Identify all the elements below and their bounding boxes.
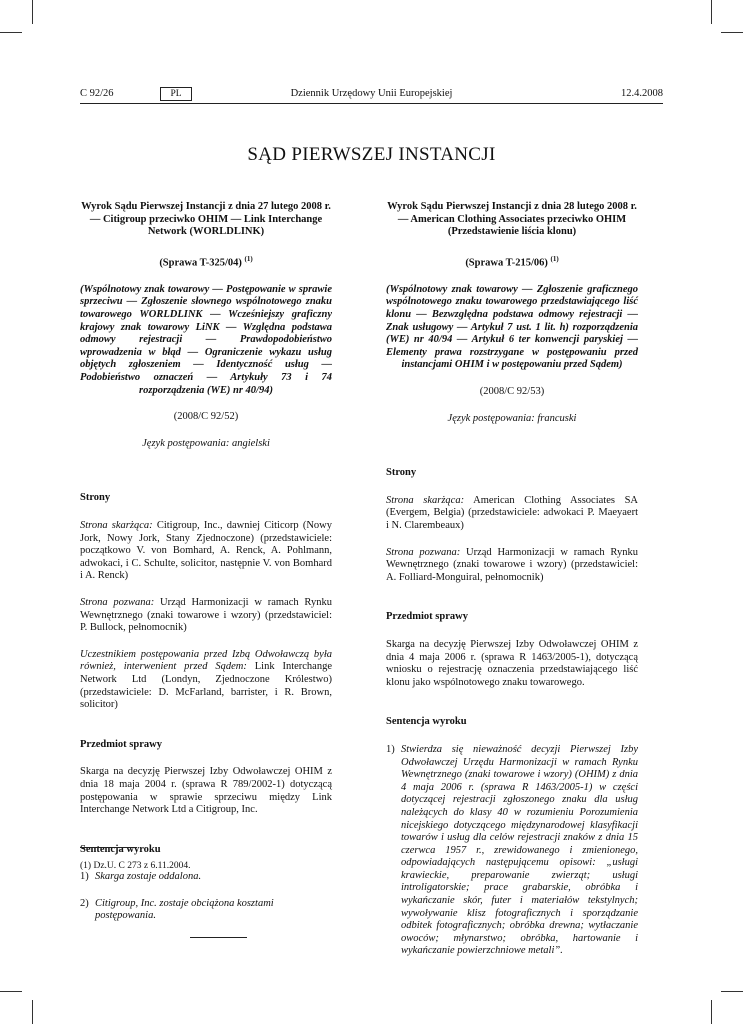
- defendant: Strona pozwana: Urząd Harmonizacji w ramach Rynku Wewnętrznego (znaki towarowe i wzory) (przedstawiciel: P. Bullock, pełnomocnik): [80, 596, 332, 634]
- crop-mark: [711, 1000, 712, 1024]
- issue-date: 12.4.2008: [621, 88, 663, 99]
- parties-heading: Strony: [80, 492, 111, 504]
- court-title: SĄD PIERWSZEJ INSTANCJI: [247, 144, 496, 165]
- language-badge: PL: [160, 87, 192, 101]
- crop-mark: [0, 32, 22, 33]
- intervener: Uczestnikiem postępowania przed Izbą Odwoławczą była również, interwenient przed Sądem: Link Interchange Network Ltd (Londyn, Zjednoczone Królestwo) (przedstawiciele: D. McFarland, barrister, i R. Brown, solicitor): [80, 648, 332, 711]
- publication-ref: (2008/C 92/53): [479, 386, 545, 398]
- operative-heading: Sentencja wyroku: [80, 843, 161, 855]
- case-number: (Sprawa T-215/06) $^{(1)}$: [465, 254, 559, 269]
- footnote-rule: [80, 847, 137, 848]
- operative-item: 1) Skarga zostaje oddalona.: [80, 871, 202, 883]
- case-number: (Sprawa T-325/04) $^{(1)}$: [159, 254, 253, 269]
- claimant: Strona skarżąca: Citigroup, Inc., dawniej Citicorp (Nowy Jork, Nowy Jork, Stany Zjednoczone) (przedstawiciele: początkowo V. von Bomhard, A. Renck, A. Pohlmann, adwokaci, i C. Schulte, solicitor, następnie V. von Bomhard i A. Renck): [80, 520, 332, 582]
- crop-mark: [32, 1000, 33, 1024]
- subject-heading: Przedmiot sprawy: [386, 611, 468, 623]
- parties-heading: Strony: [386, 467, 417, 479]
- crop-mark: [32, 0, 33, 24]
- publication-ref: (2008/C 92/52): [173, 411, 239, 423]
- subject-text: Skarga na decyzję Pierwszej Izby Odwoławczej OHIM z dnia 18 maja 2004 r. (sprawa R 789/2002-1) dotyczącą postępowania w sprawie sprzeciwu między Link Interchange Network Ltd a Citigroup, Inc.: [80, 766, 332, 816]
- operative-item: 2) Citigroup, Inc. zostaje obciążona kosztami postępowania.: [80, 897, 274, 922]
- crop-mark: [711, 0, 712, 24]
- subject-heading: Przedmiot sprawy: [80, 738, 162, 750]
- defendant: Strona pozwana: Urząd Harmonizacji w ramach Rynku Wewnętrznego (znaki towarowe i wzory) (przedstawiciel: A. Folliard-Monguiral, pełnomocnik): [386, 546, 638, 583]
- crop-mark: [721, 991, 743, 992]
- claimant: Strona skarżąca: American Clothing Associates SA (Evergem, Belgia) (przedstawiciele: adwokaci P. Maeyaert i N. Clarembeaux): [386, 494, 639, 531]
- crop-mark: [721, 32, 743, 33]
- journal-title: Dziennik Urzędowy Unii Europejskiej: [290, 88, 453, 99]
- footnote: (1) Dz.U. C 273 z 6.11.2004.: [80, 861, 191, 871]
- page-number: C 92/26: [80, 88, 114, 99]
- procedure-language: Język postępowania: angielski: [142, 437, 270, 449]
- keywords: (Wspólnotowy znak towarowy — Postępowanie w sprawie sprzeciwu — Zgłoszenie słownego wspólnotowego znaku towarowego WORLDLINK — Wcześniejszy graficzny krajowy znak towarowy LiNK — Względna podstawa odmowy rejestracji — Prawdopodobieństwo wprowadzenia w błąd — Ograniczenie wykazu usług objętych zgłoszeniem — Identyczność usług — Podobieństwo oznaczeń — Artykuły 73 i 74 rozporządzenia (WE) nr 40/94): [80, 283, 332, 396]
- crop-mark: [0, 991, 22, 992]
- column-end-rule: [190, 937, 247, 938]
- operative-item: 1) Stwierdza się nieważność decyzji Pierwszej Izby Odwoławczej Urzędu Harmonizacji w ramach Rynku Wewnętrznego (znaki towarowe i wzory) (OHIM) z dnia 4 maja 2006 r. (sprawa R 1463/2005-1) w części dotyczącej rejestracji zgłoszonego znaku dla usług należących do klasy 40 w rozumieniu Porozumienia nicejskiego dotyczącego międzynarodowej klasyfikacji towarów i usług dla celów rejestracji znaków z dnia 15 czerwca 1957 r., zrewidowanego i zmienionego, odpowiadających następującemu opisowi: „usługi krawieckie, preparowanie zwierząt; usługi introligatorskie; prace grabarskie, obróbka i wykańczanie skór, futer i materiałów tekstylnych; wywoływanie klisz fotograficznych i sporządzanie odbitek fotograficznych; obróbka drewna; wytłaczanie owoców; młynarstwo; obróbka, hartowanie i wykańczanie powierzchniowe metali”.: [386, 743, 638, 957]
- page-header: [80, 88, 663, 102]
- left-column: [80, 201, 332, 923]
- subject-text: Skarga na decyzję Pierwszej Izby Odwoławczej OHIM z dnia 4 maja 2006 r. (sprawa R 1463/2005-1), dotyczącą wniosku o rejestrację oznaczenia przedstawiającego liść klonu jako wspólnotowego znaku towarowego.: [386, 638, 638, 688]
- operative-heading: Sentencja wyroku: [386, 716, 467, 728]
- judgment-title: Wyrok Sądu Pierwszej Instancji z dnia 27 lutego 2008 r. — Citigroup przeciwko OHIM — Link Interchange Network (WORLDLINK): [81, 201, 331, 238]
- right-column: [386, 201, 638, 958]
- keywords: (Wspólnotowy znak towarowy — Zgłoszenie graficznego wspólnotowego znaku towarowego przedstawiającego liść klonu — Bezwzględna podstawa odmowy rejestracji — Znak usługowy — Artykuł 7 ust. 1 lit. h) rozporządzenia (WE) nr 40/94 — Artykuł 6 ter konwencji paryskiej — Elementy prawa rozstrzygane w postępowaniu przed instancjami OHIM i w postępowaniu przed Sądem): [386, 283, 638, 371]
- judgment-title: Wyrok Sądu Pierwszej Instancji z dnia 28 lutego 2008 r. — American Clothing Associates przeciwko OHIM (Przedstawienie liścia klonu): [387, 201, 637, 238]
- header-rule: [80, 103, 663, 104]
- procedure-language: Język postępowania: francuski: [447, 412, 577, 424]
